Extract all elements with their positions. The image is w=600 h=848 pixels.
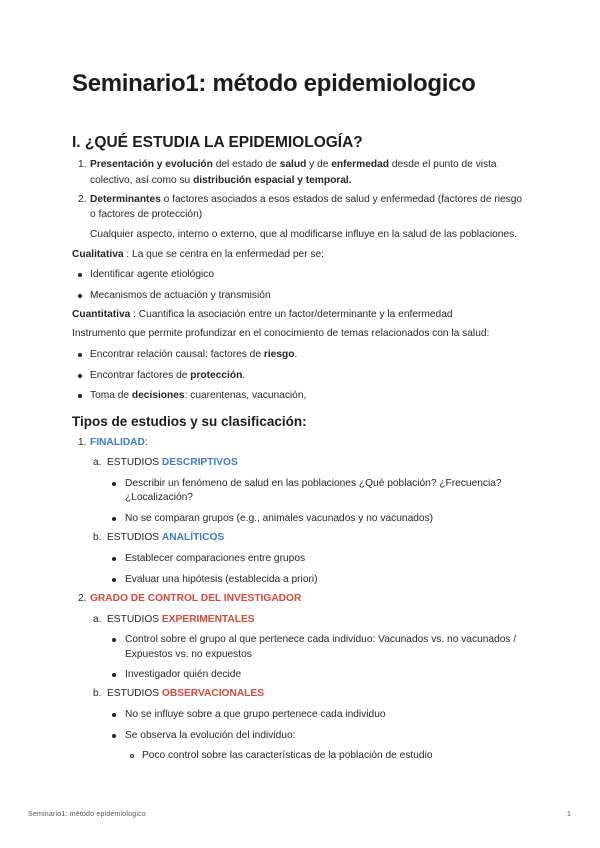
estudios-observacionales: ESTUDIOS OBSERVACIONALES	[107, 688, 264, 699]
bullet-icon	[112, 734, 116, 738]
list-item: Poco control sobre las características de la población de estudio	[142, 750, 433, 761]
list-marker: 1.	[78, 159, 87, 170]
bullet-icon	[78, 394, 82, 398]
list-item: Establecer comparaciones entre grupos	[125, 553, 306, 564]
bullet-icon	[112, 713, 116, 717]
list-item: Identificar agente etiológico	[90, 269, 215, 280]
list-item: Investigador quién decide	[125, 669, 242, 680]
list-marker: 2.	[78, 194, 87, 205]
footer-page-number: 1	[567, 811, 571, 818]
list-marker: 2.	[78, 593, 87, 604]
list-item-cont: ¿Localización?	[125, 492, 193, 503]
page-title: Seminario1: método epidemiologico	[72, 70, 476, 97]
estudios-descriptivos: ESTUDIOS DESCRIPTIVOS	[107, 457, 238, 468]
bullet-icon	[112, 482, 116, 486]
section-heading-epidemiologia: I. ¿QUÉ ESTUDIA LA EPIDEMIOLOGÍA?	[72, 134, 363, 151]
list-item: No se influye sobre a que grupo pertenece cada individuo	[125, 709, 386, 720]
determinantes-note: Cualquier aspecto, interno o externo, que al modificarse influye en la salud de las poblaciones.	[90, 229, 518, 240]
bullet-icon	[112, 638, 116, 642]
bullet-icon	[112, 673, 116, 677]
bullet-icon	[78, 353, 82, 357]
bullet-icon	[112, 578, 116, 582]
list-item: Se observa la evolución del individuo:	[125, 730, 296, 741]
cuantitativa-definition: Cuantitativa : Cuantifica la asociación entre un factor/determinante y la enfermedad	[72, 309, 453, 320]
list-marker: 1.	[78, 437, 87, 448]
list-item: No se comparan grupos (e.g., animales vacunados y no vacunados)	[125, 513, 434, 524]
cuantitativa-instrumento: Instrumento que permite profundizar en el conocimiento de temas relacionados con la salud:	[72, 328, 490, 339]
bullet-icon	[78, 273, 82, 277]
circle-bullet-icon	[130, 754, 134, 758]
finalidad-heading: FINALIDAD:	[90, 437, 148, 448]
footer-document-title: Seminario1: método epidemiologico	[28, 811, 146, 818]
estudios-experimentales: ESTUDIOS EXPERIMENTALES	[107, 614, 255, 625]
grado-control-heading: GRADO DE CONTROL DEL INVESTIGADOR	[90, 593, 302, 604]
bullet-icon	[78, 374, 82, 378]
bullet-icon	[112, 517, 116, 521]
list-item-determinantes-cont: o factores de protección)	[90, 209, 203, 220]
list-item: Encontrar factores de protección.	[90, 370, 246, 381]
list-item-presentacion-cont: colectivo, así como su distribución espacial y temporal.	[90, 175, 352, 186]
list-marker: a.	[93, 614, 102, 625]
list-item: Toma de decisiones: cuarentenas, vacunación,	[90, 390, 307, 401]
estudios-analiticos: ESTUDIOS ANALÍTICOS	[107, 532, 225, 543]
bullet-icon	[78, 294, 82, 298]
list-item-presentacion: Presentación y evolución del estado de salud y de enfermedad desde el punto de vista	[90, 159, 497, 170]
list-item: Encontrar relación causal: factores de riesgo.	[90, 349, 298, 360]
list-marker: b.	[93, 688, 102, 699]
cualitativa-definition: Cualitativa : La que se centra en la enfermedad per se:	[72, 249, 325, 260]
list-item: Mecanismos de actuación y transmisión	[90, 290, 271, 301]
list-item: Describir un fenómeno de salud en las poblaciones ¿Qué población? ¿Frecuencia?	[125, 478, 502, 489]
list-item: Evaluar una hipótesis (establecida a priori)	[125, 574, 318, 585]
bullet-icon	[112, 557, 116, 561]
list-marker: a.	[93, 457, 102, 468]
section-heading-tipos-estudios: Tipos de estudios y su clasificación:	[72, 414, 307, 429]
list-item: Control sobre el grupo al que pertenece cada individuo: Vacunados vs. no vacunados /	[125, 634, 517, 645]
list-item-cont: Expuestos vs. no expuestos	[125, 649, 252, 660]
list-item-determinantes: Determinantes o factores asociados a esos estados de salud y enfermedad (factores de riesgo	[90, 194, 523, 205]
list-marker: b.	[93, 532, 102, 543]
